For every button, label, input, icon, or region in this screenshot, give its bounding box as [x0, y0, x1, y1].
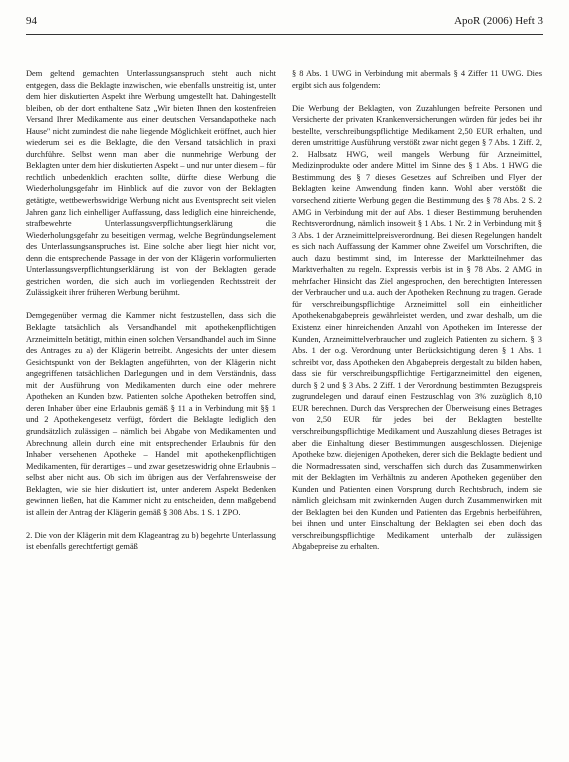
journal-reference: ApoR (2006) Heft 3 — [454, 15, 543, 27]
paragraph: Die Werbung der Beklagten, von Zuzahlungen befreite Personen und Versicherte der privaten Krankenversicherungen würden für jedes bei ihr bestellte, verschreibungspflichtige Medikament 2,50 EUR erhalten, und deren umstrittige Ausführung verstößt zwar nicht gegen § 7 Abs. 1 Ziff. 2, 2. Halbsatz HWG, weil mangels Werbung für Arzneimittel, Medizinprodukte oder andere Mittel im Sinne des § 1 Abs. 1 HWG die Bestimmung des § 7 dieses Gesetzes auf Schreiben und Flyer der Beklagten keine Anwendung finden kann. Wohl aber verstößt die vorsechend zitierte Werbung gegen die Bestimmung des § 78 Abs. 2 S. 2 AMG in Verbindung mit der auf Abs. 1 dieser Bestimmung beruhenden Rechtsverordnung, nämlich insoweit § 1 Abs. 1 Nr. 2 in Verbindung mit § 3 Abs. 1 der Arzneimittelpreisverordnung. Bei diesen Regelungen handelt es sich nach Auffassung der Kammer ohne Zweifel um Vorschriften, die auch dazu bestimmt sind, im Interesse der Marktteilnehmer das Marktverhalten zu regeln. Expressis verbis ist in § 78 Abs. 2 AMG in mehrfacher Hinsicht das Ziel angesprochen, den berechtigten Interessen der Verbraucher und u.a. auch der Apotheken Rechnung zu tragen. Gerade für verschreibungspflichtige Arzneimittel soll ein einheitlicher Apothekenabgabepreis gewährleistet werden, und zwar deshalb, um die Existenz einer hinreichenden Anzahl von Apotheken im Interesse der Kunden, Arzneimittelverbraucher und zugleich Patienten zu sichern. § 3 Abs. 1 der o.g. Verordnung unter Berücksichtigung deren § 1 Abs. 1 schreibt vor, dass Apotheken den Abgabepreis dergestalt zu bilden haben, dass sie für verschreibungspflichtige Fertigarzneimittel den eigenen, durch § 2 und § 3 Abs. 2 Ziff. 1 der Verordnung bestimmten Bezugspreis zugrundelegen und darauf einen Festzuschlag von 3% zuzüglich 8,10 EUR berechnen. Durch das Versprechen der Überweisung eines Betrages von 2,50 EUR für jedes bei der Beklagten bestellte verschreibungspflichtige Medikament und Auszahlung dieses Betrages ist aber die Einhaltung dieser Bestimmungen ausgeschlossen. Diejenige Apotheke bzw. diejenigen Apotheken, derer sich die Beklagte bedient und die Normadressaten sind, verschaffen sich durch das Zusammenwirken mit der Beklagten im Verhältnis zu anderen Apotheken gegenüber den Kunden und Patienten einen Vorsprung durch Rechtsbruch, indem sie nämlich gleichsam mit zwinkernden Augen durch Zusammenwirken mit der Beklagten bei den Kunden und Patienten das Ergebnis herbeiführen, bei ihnen und unter Einschaltung der Beklagten sei eben doch das verschreibungspflichtige Medikament unterhalb der zulässigen Abgabepreise zu erhalten. — [292, 103, 542, 552]
page-number: 94 — [26, 15, 37, 27]
left-column — [26, 68, 276, 553]
paragraph: Demgegenüber vermag die Kammer nicht festzustellen, dass sich die Beklagte tatsächlich als Versandhandel mit apothekenpflichtigen Arzneimitteln betätigt, mithin einen solchen Versandhandel auch im Sinne des Antrages zu a) der Klägerin betreibt. Angesichts der unter diesem Gesichtspunkt von der Beklagten angeführten, von der Klägerin nicht angegriffenen tatsächlichen Darlegungen und in dem Verständnis, dass mit der Ausführung von Medikamenten durch eine oder mehrere Apotheken an Kunden bzw. Patienten solche Apotheken betroffen sind, deren Inhaber über eine Erlaubnis gemäß § 11 a in Verbindung mit §§ 1 und 2 Apothekengesetz verfügt, fördert die Beklagte lediglich den grundsätzlich zulässigen – nämlich bei Abgabe von Medikamenten und Abrechnung allein durch eine mit entsprechender Erlaubnis für den Inhaber versehenen Apotheke – Handel mit apothekenpflichtigen Medikamenten, für derartiges – und zwar gesetzeswidrig ohne Erlaubnis – selbst aber nicht aus. Ob sich im übrigen aus der Verfahrensweise der Beklagten, wie sie hier diskutiert ist, unter anderem Aspekt Bedenken gewinnen ließen, hat die Kammer nicht zu entscheiden, denn maßgebend ist allein der Antrag der Klägerin gemäß § 308 Abs. 1 S. 1 ZPO. — [26, 311, 276, 517]
paragraph: Dem geltend gemachten Unterlassungsanspruch steht auch nicht entgegen, dass die Beklagte inzwischen, wie ebenfalls unstreitig ist, unter dem hier diskutierten Aspekt ihre Werbung umgestellt hat. Dahingestellt bleiben, ob der dort enthaltene Satz „Wir bieten Ihnen den kostenfreien Versand Ihrer Medikamente aus einer deutschen Versandapotheke nach Hause" nicht zumindest die nahe liegende Möglichkeit eröffnet, auch hier wiederum sei es die Beklagte, die den Versand tatsächlich in praxi durchführe. Selbst wenn man aber die nunmehrige Werbung der Beklagten unter dem hier diskutierten Aspekt – und nur unter diesem – für rechtlich unbedenklich erachten sollte, dürfte diese Werbung die Wiederholungsgefahr im Hinblick auf die zuvor von der Beklagten getätigte, wettbewerbswidrige Werbung nicht aus Eventsprecht seit vielen Jahren ganz lich einhelliger Auffassung, dass lediglich eine hinreichende, strafbewehrte Unterlassungsverpflichtungserklärung die Wiederholungsgefahr zu beseitigen vermag, welche Begründungselement des Unterlassungsanspruches ist. Eine solche aber liegt hier nicht vor, denn die entsprechende Passage in der von der Klägerin vorformulierten Unterlassungsverpflichtungserklärung ist von der Beklagten gerade gestrichen worden, die sich auch im vorliegenden Rechtsstreit der Zulässigkeit ihrer früheren Werbung berühmt. — [26, 69, 276, 298]
page-header — [26, 14, 543, 28]
paragraph: § 8 Abs. 1 UWG in Verbindung mit abermals § 4 Ziffer 11 UWG. Dies ergibt sich aus folgendem: — [292, 69, 542, 90]
right-column — [292, 68, 542, 553]
header-rule — [26, 34, 543, 35]
paragraph: 2. Die von der Klägerin mit dem Klageantrag zu b) begehrte Unterlassung ist ebenfalls gerechtfertigt gemäß — [26, 530, 276, 552]
